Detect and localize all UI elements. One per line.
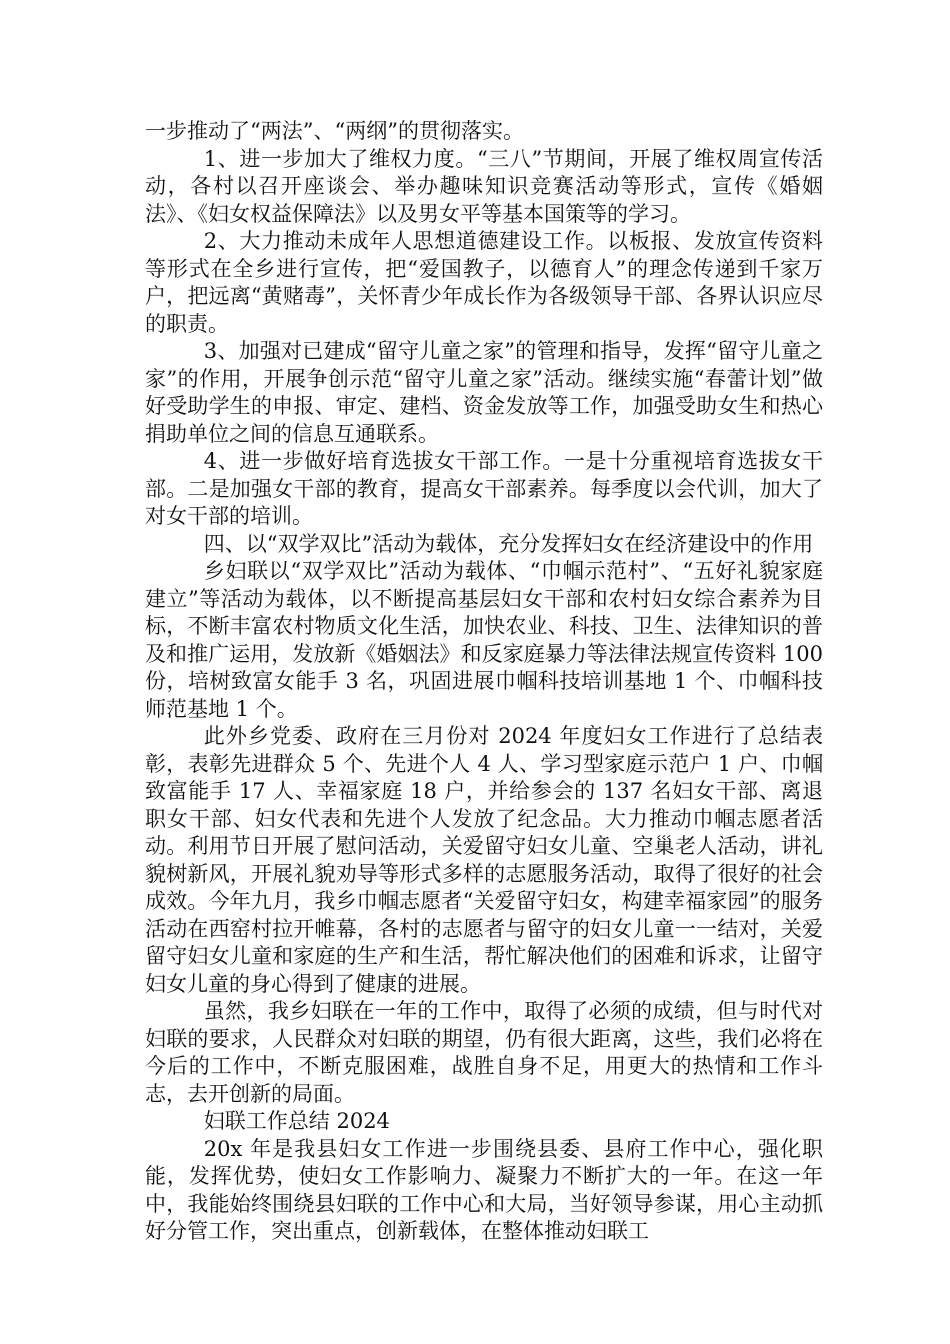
paragraph-3: 2、大力推动未成年人思想道德建设工作。以板报、发放宣传资料等形式在全乡进行宣传，把“爱国教子，以德育人”的理念传递到千家万户，把远离“黄赌毒”，关怀青少年成长作为各级领导干部、各界认识应尽的职责。	[145, 229, 823, 336]
paragraph-8: 此外乡党委、政府在三月份对 2024 年度妇女工作进行了总结表彰，表彰先进群众 5 个、先进个人 4 人、学习型家庭示范户 1 户、巾帼致富能手 17 人、幸福家庭 18 户，并给参会的 137 名妇女干部、离退职女干部、妇女代表和先进个人发放了纪念品。大力推动巾帼志愿者活动。利用节日开展了慰问活动，关爱留守妇女儿童、空巢老人活动，讲礼貌树新风，开展礼貌劝导等形式多样的志愿服务活动，取得了很好的社会成效。今年九月，我乡巾帼志愿者“关爱留守妇女，构建幸福家园”的服务活动在西窑村拉开帷幕，各村的志愿者与留守的妇女儿童一一结对，关爱留守妇女儿童和家庭的生产和生活，帮忙解决他们的困难和诉求，让留守妇女儿童的身心得到了健康的进展。	[145, 724, 823, 996]
document-subtitle: 妇联工作总结 2024	[203, 1109, 390, 1133]
paragraph-5: 4、进一步做好培育选拔女干部工作。一是十分重视培育选拔女干部。二是加强女干部的教育，提高女干部素养。每季度以会代训，加大了对女干部的培训。	[145, 449, 823, 528]
paragraph-11: 20x 年是我县妇女工作进一步围绕县委、县府工作中心，强化职能，发挥优势，使妇女工作影响力、凝聚力不断扩大的一年。在这一年中，我能始终围绕县妇联的工作中心和大局，当好领导参谋，用心主动抓好分管工作，突出重点，创新载体，在整体推动妇联工	[145, 1136, 823, 1243]
paragraph-2: 1、进一步加大了维权力度。“三八”节期间，开展了维权周宣传活动，各村以召开座谈会、举办趣味知识竞赛活动等形式，宣传《婚姻法》、《妇女权益保障法》以及男女平等基本国策等的学习。	[145, 146, 823, 226]
paragraph-4: 3、加强对已建成“留守儿童之家”的管理和指导，发挥“留守儿童之家”的作用，开展争创示范“留守儿童之家”活动。继续实施“春蕾计划”做好受助学生的申报、审定、建档、资金发放等工作，加强受助女生和热心捐助单位之间的信息互通联系。	[145, 339, 823, 446]
paragraph-9: 虽然，我乡妇联在一年的工作中，取得了必须的成绩，但与时代对妇联的要求，人民群众对妇联的期望，仍有很大距离，这些，我们必将在今后的工作中，不断克服困难，战胜自身不足，用更大的热情和工作斗志，去开创新的局面。	[145, 999, 823, 1106]
section-heading-4: 四、以“双学双比”活动为载体，充分发挥妇女在经济建设中的作用	[203, 531, 814, 556]
paragraph-1: 一步推动了“两法”、“两纲”的贯彻落实。	[145, 119, 524, 143]
paragraph-7: 乡妇联以“双学双比”活动为载体、“巾帼示范村”、“五好礼貌家庭建立”等活动为载体，以不断提高基层妇女干部和农村妇女综合素养为目标，不断丰富农村物质文化生活，加快农业、科技、卫生、法律知识的普及和推广运用，发放新《婚姻法》和反家庭暴力等法律法规宣传资料 100 份，培树致富女能手 3 名，巩固进展巾帼科技培训基地 1 个、巾帼科技师范基地 1 个。	[145, 559, 823, 721]
document-body	[145, 118, 823, 1246]
